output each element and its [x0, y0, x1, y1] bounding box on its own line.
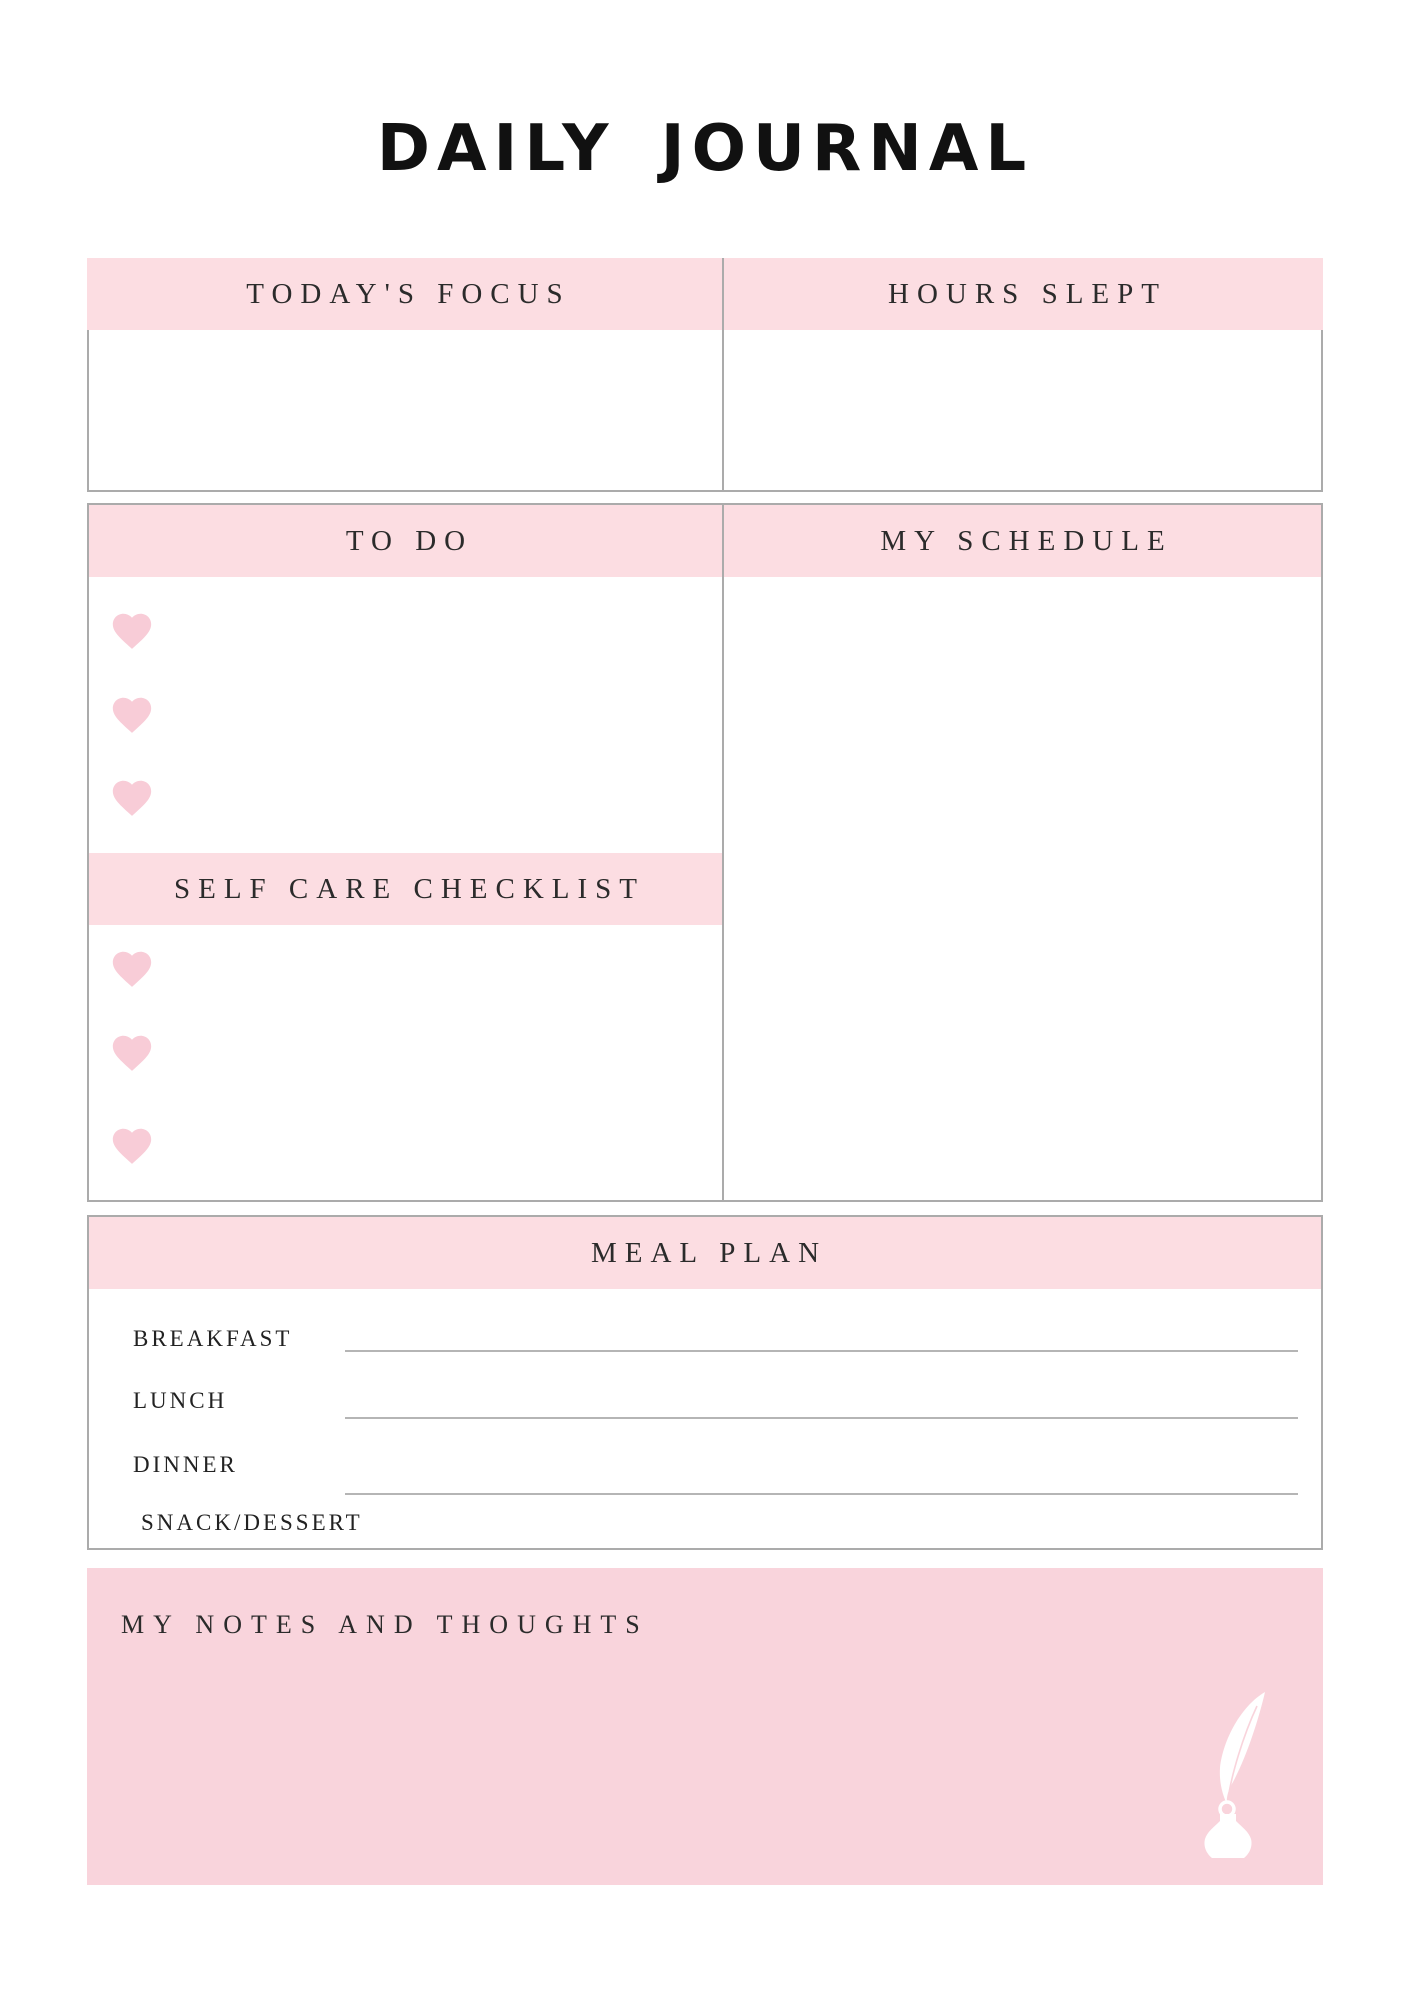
meal-plan-header — [89, 1217, 1321, 1289]
todo-column — [89, 505, 722, 1200]
heart-icon — [109, 948, 155, 990]
quill-ink-bottle-icon — [1201, 1690, 1283, 1860]
hours-slept-header — [724, 258, 1323, 330]
schedule-header — [724, 505, 1321, 577]
heart-icon — [109, 694, 155, 736]
heart-icon — [109, 777, 155, 819]
selfcare-entry-area[interactable] — [169, 935, 712, 1190]
breakfast-entry-line[interactable] — [345, 1350, 1298, 1352]
heart-icon — [109, 610, 155, 652]
todays-focus-entry-area[interactable] — [87, 330, 722, 492]
page-title: DAILY JOURNAL — [376, 112, 1034, 186]
todays-focus-title: TODAY'S FOCUS — [246, 277, 571, 310]
selfcare-title: SELF CARE CHECKLIST — [173, 872, 646, 905]
meal-row-label: SNACK/DESSERT — [141, 1510, 363, 1535]
heart-icon — [109, 1032, 155, 1074]
todo-header — [89, 505, 722, 577]
selfcare-header — [89, 853, 722, 925]
heart-icon — [109, 1125, 155, 1167]
lunch-entry-line[interactable] — [345, 1417, 1298, 1419]
todo-title: TO DO — [345, 524, 474, 557]
meal-row-label: DINNER — [133, 1452, 238, 1477]
schedule-column — [722, 505, 1321, 1200]
meal-row-label: BREAKFAST — [133, 1326, 293, 1351]
notes-title: MY NOTES AND THOUGHTS — [121, 1610, 649, 1639]
dinner-entry-line[interactable] — [345, 1493, 1298, 1495]
todays-focus-header — [87, 258, 722, 330]
hours-slept-title: HOURS SLEPT — [888, 277, 1167, 310]
hours-slept-entry-area[interactable] — [724, 330, 1323, 492]
meal-plan-content — [89, 1289, 1321, 1548]
todo-entry-area[interactable] — [169, 595, 712, 845]
todo-schedule-section — [87, 503, 1323, 1202]
schedule-title: MY SCHEDULE — [880, 524, 1173, 557]
schedule-entry-area[interactable] — [724, 577, 1321, 1200]
meal-plan-section — [87, 1215, 1323, 1550]
meal-plan-title: MEAL PLAN — [590, 1236, 828, 1269]
hours-slept-cell — [722, 258, 1323, 492]
meal-row-label: LUNCH — [133, 1388, 228, 1413]
focus-sleep-section — [87, 258, 1323, 492]
notes-section[interactable] — [87, 1568, 1323, 1885]
todays-focus-cell — [87, 258, 722, 492]
